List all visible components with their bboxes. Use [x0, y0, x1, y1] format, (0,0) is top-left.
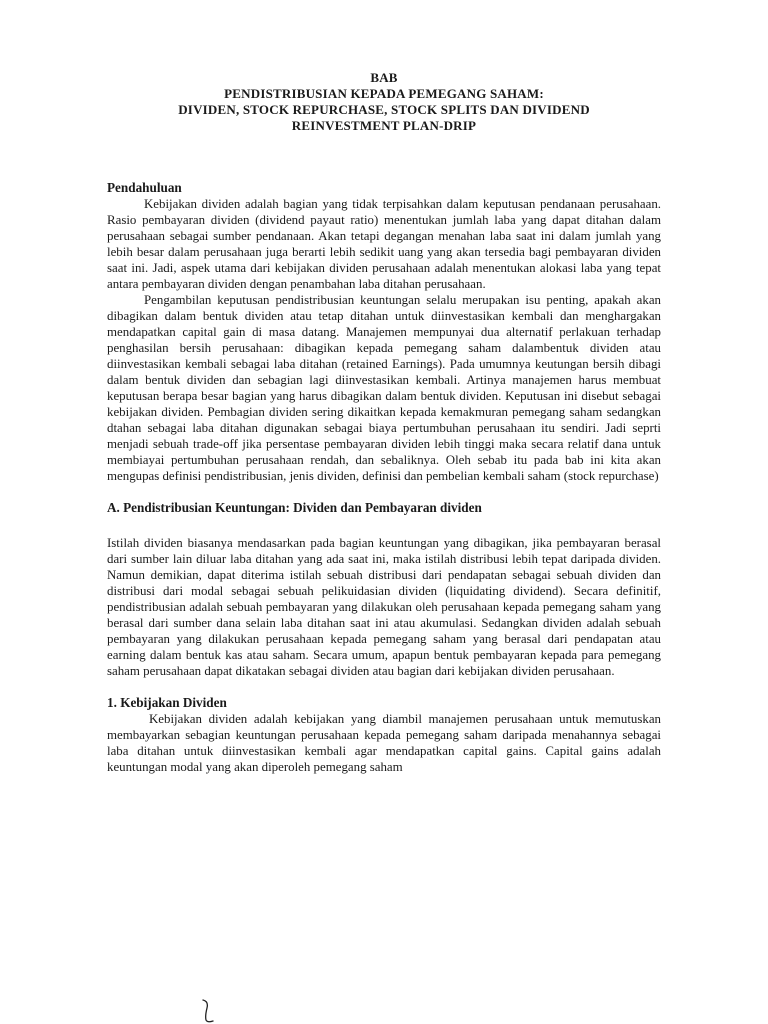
chapter-title-line-1: PENDISTRIBUSIAN KEPADA PEMEGANG SAHAM:: [224, 86, 544, 101]
intro-heading: Pendahuluan: [107, 180, 182, 195]
intro-paragraph-1: Kebijakan dividen adalah bagian yang tidak terpisahkan dalam keputusan pendanaan perusahaan. Rasio pembayaran dividen (dividend payaut ratio) menentukan jumlah laba yang dapat ditahan dalam perusahaan sebagai sumber pendanaan. Akan tetapi degangan menahan laba saat ini dalam jumlah yang lebih besar dalam perusahaan juga berarti lebih sedikit uang yang akan tersedia bagi pembayaran dividen saat ini. Jadi, aspek utama dari kebijakan dividen perusahaan adalah menentukan alokasi laba yang tepat antara pembayaran dividen dengan penambahan laba ditahan perusahaan.: [107, 197, 661, 291]
section-a-heading: A. Pendistribusian Keuntungan: Dividen dan Pembayaran dividen: [107, 500, 482, 515]
chapter-label: BAB: [370, 70, 398, 85]
document-page: [107, 70, 661, 775]
chapter-title-line-3: REINVESTMENT PLAN-DRIP: [291, 118, 477, 133]
intro-paragraph-2: Pengambilan keputusan pendistribusian keuntungan selalu merupakan isu penting, apakah akan dibagikan dalam bentuk dividen atau tetap ditahan untuk diinvestasikan kembali dan menghargakan mendapatkan capital gain di masa datang. Manajemen mempunyai dua alternatif perlakuan terhadap penghasilan bersih perusahaan: dibagikan kepada pemegang saham dalambentuk dividen atau diinvestasikan kembali sebagai laba ditahan (retained Earnings). Pada umumnya keutungan bersih dibagi dalam bentuk dividen dan sebagian lagi diinvestasikan kembali. Artinya manajemen harus membuat keputusan berapa besar bagian yang harus dibagikan dalam bentuk dividen. Keputusan ini disebut sebagai kebijakan dividen. Pembagian dividen sering dikaitkan kepada kemakmuran pemegang saham sedangkan dtahan sebagai laba ditahan digunakan sebagai biaya pertumbuhan perusahaan itu sendiri. Jadi seprti menjadi sebuah trade-off jika persentase pembayaran dividen lebih tinggi maka secara relatif dana untuk membiayai pertumbuhan perusahaan rendah, dan sebaliknya. Oleh sebab itu pada bab ini kita akan mengupas definisi pendistribusian, jenis dividen, definisi dan pembelian kembali saham (stock repurchase): [107, 293, 661, 483]
section-1-paragraph: Kebijakan dividen adalah kebijakan yang diambil manajemen perusahaan untuk memutuskan membayarkan sebagian keuntungan perusahaan kepada pemegang saham daripada menahannya sebagai laba ditahan untuk diinvestasikan kembali agar mendapatkan capital gains. Capital gains adalah keuntungan modal yang akan diperoleh pemegang saham: [107, 712, 661, 774]
section-a-paragraph: Istilah dividen biasanya mendasarkan pada bagian keuntungan yang dibagikan, jika pembayaran berasal dari sumber lain diluar laba ditahan yang ada saat ini, maka istilah distribusi lebih tepat daripada dividen. Namun demikian, dapat diterima istilah sebuah distribusi dari pendapatan sebagai sebuah dividen dan distribusi dari modal sebagai sebuah pelikuidasian dividen (liquidating dividend). Secara definitif, pendistribusian adalah sebuah pembayaran yang dilakukan oleh perusahaan kepada pemegang saham yang berasal dari sumber dana selain laba ditahan saat ini atau akumulasi. Sedangkan dividen adalah sebuah pembayaran yang dilakukan perusahaan kepada pemegang saham yang berasal dari pendapatan atau earning dalam bentuk kas atau saham. Secara umum, apapun bentuk pembayaran kepada para pemegang saham perusahaan dapat dikatakan sebagai dividen atau bagian dari kebijakan dividen perusahaan.: [107, 536, 661, 678]
section-1-heading: 1. Kebijakan Dividen: [107, 695, 227, 710]
chapter-title-line-2: DIVIDEN, STOCK REPURCHASE, STOCK SPLITS DAN DIVIDEND: [178, 102, 590, 117]
pen-mark-icon: [201, 998, 215, 1024]
chapter-title: [107, 70, 661, 134]
